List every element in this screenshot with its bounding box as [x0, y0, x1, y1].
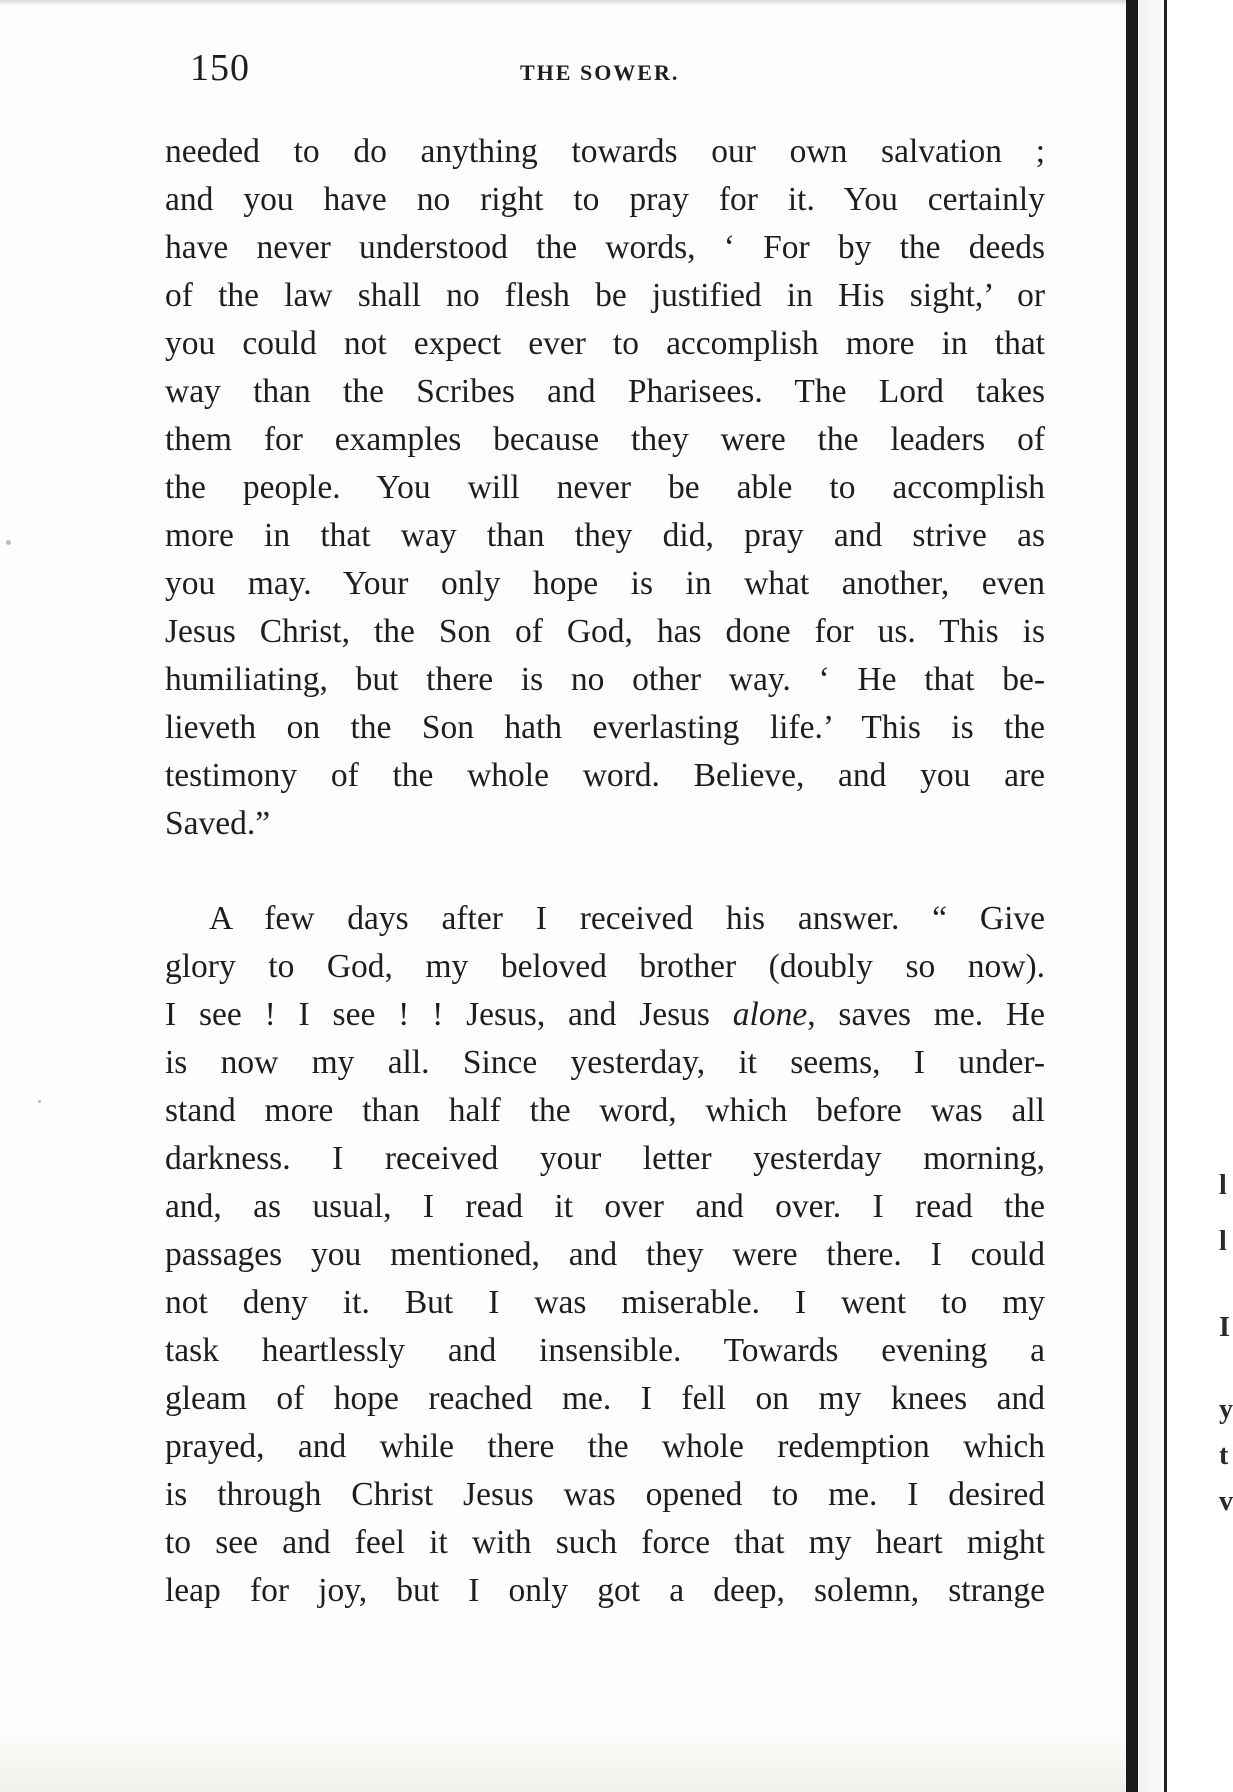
book-gutter: [1138, 0, 1164, 1792]
text-line: of the law shall no flesh be justified in His sight,’ or: [165, 277, 1045, 314]
text-line: is now my all. Since yesterday, it seems, I under-: [165, 1044, 1045, 1081]
text-line: task heartlessly and insensible. Towards evening a: [165, 1332, 1045, 1369]
text-line: not deny it. But I was miserable. I went to my: [165, 1284, 1045, 1321]
text-line: to see and feel it with such force that my heart might: [165, 1524, 1045, 1561]
page-bottom-grain: [0, 1730, 1130, 1792]
facing-page-edge: [1164, 0, 1233, 1792]
text-line: Saved.”: [165, 805, 271, 842]
text-line: leap for joy, but I only got a deep, solemn, strange: [165, 1572, 1045, 1609]
text-line: testimony of the whole word. Believe, and you are: [165, 757, 1045, 794]
page-top-edge: [0, 0, 1140, 6]
text-line: more in that way than they did, pray and strive as: [165, 517, 1045, 554]
text-line: you could not expect ever to accomplish more in that: [165, 325, 1045, 362]
text-line: and you have no right to pray for it. You certainly: [165, 181, 1045, 218]
paragraph-2: [165, 895, 1045, 1615]
page-number: 150: [190, 47, 250, 89]
text-line: prayed, and while there the whole redemption which: [165, 1428, 1045, 1465]
scan-speck: [38, 1100, 41, 1103]
scan-speck: [6, 540, 11, 545]
text-line: them for examples because they were the leaders of: [165, 421, 1045, 458]
text-line: glory to God, my beloved brother (doubly so now).: [165, 948, 1045, 985]
running-head: [190, 46, 1070, 96]
text-line: way than the Scribes and Pharisees. The Lord takes: [165, 373, 1045, 410]
facing-page-fragment: y: [1219, 1394, 1233, 1425]
text-line: the people. You will never be able to accomplish: [165, 469, 1045, 506]
text-line: stand more than half the word, which before was all: [165, 1092, 1045, 1129]
text-line: darkness. I received your letter yesterday morning,: [165, 1140, 1045, 1177]
running-title: THE SOWER.: [520, 60, 680, 85]
text-line: A few days after I received his answer. “ Give: [209, 900, 1045, 937]
emphasis: alone: [732, 996, 808, 1033]
text-line: lieveth on the Son hath everlasting life.’ This is the: [165, 709, 1045, 746]
text-line: Jesus Christ, the Son of God, has done for us. This is: [165, 613, 1045, 650]
text-line: gleam of hope reached me. I fell on my knees and: [165, 1380, 1045, 1417]
facing-page-fragment: I: [1219, 1312, 1230, 1343]
facing-page-fragment: t: [1219, 1440, 1229, 1471]
paragraph-1: [165, 128, 1045, 848]
facing-page-fragment: l: [1219, 1170, 1227, 1201]
facing-page-fragment: l: [1219, 1226, 1227, 1257]
text-line: is through Christ Jesus was opened to me. I desired: [165, 1476, 1045, 1513]
facing-page-fragment: v: [1219, 1486, 1233, 1517]
text-line: I see ! I see ! ! Jesus, and Jesus alone, saves me. He: [165, 996, 1045, 1033]
book-gutter-shadow: [1126, 0, 1138, 1792]
text-line: and, as usual, I read it over and over. I read the: [165, 1188, 1045, 1225]
text-line: needed to do anything towards our own salvation ;: [165, 133, 1045, 170]
text-line: you may. Your only hope is in what another, even: [165, 565, 1045, 602]
text-line: humiliating, but there is no other way. ‘ He that be-: [165, 661, 1045, 698]
text-line: have never understood the words, ‘ For by the deeds: [165, 229, 1045, 266]
text-line: passages you mentioned, and they were there. I could: [165, 1236, 1045, 1273]
